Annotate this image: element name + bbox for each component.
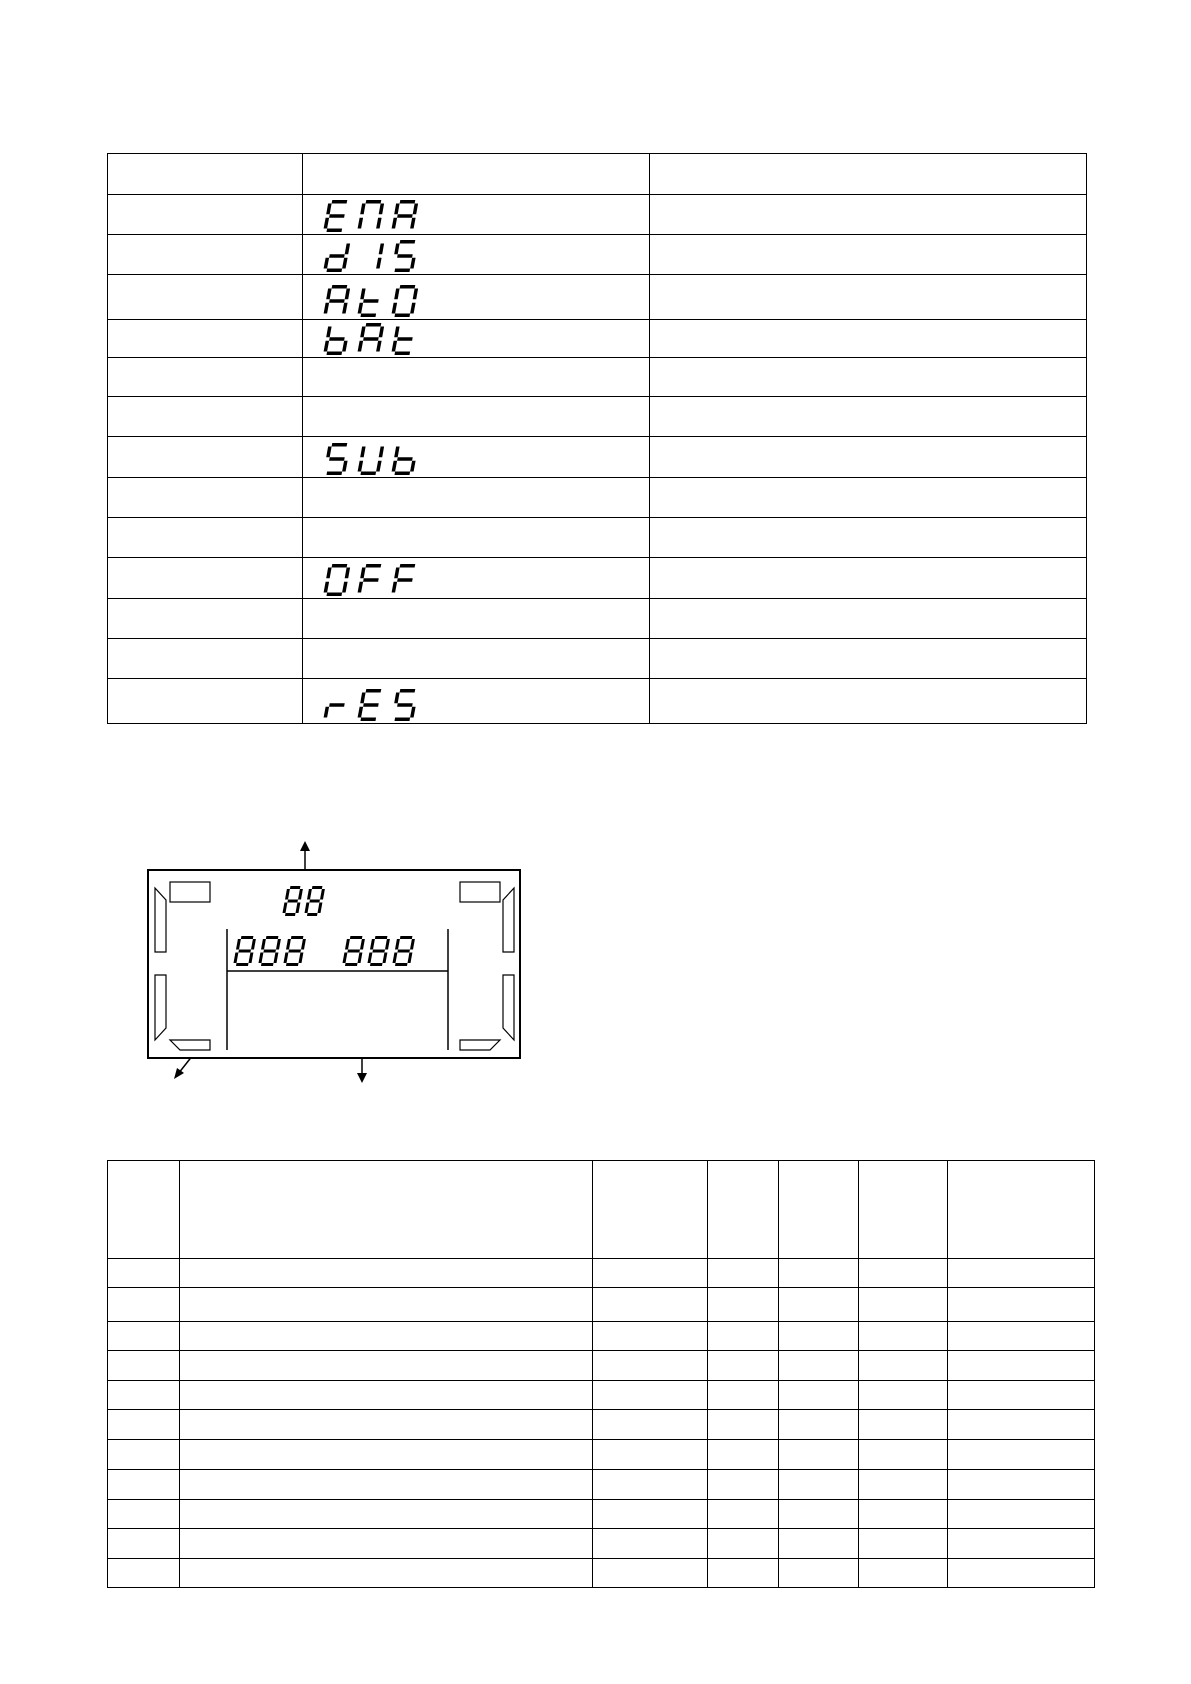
- table2-cell: [708, 1322, 779, 1351]
- table1-cell: [108, 518, 303, 558]
- table2-cell: [948, 1529, 1095, 1559]
- table1-cell: [303, 235, 650, 275]
- table1-cell: [303, 599, 650, 639]
- table1-cell: [108, 235, 303, 275]
- table1-cell: [303, 275, 650, 320]
- table1-cell: [108, 478, 303, 518]
- table1-cell: [650, 437, 1087, 478]
- table2-cell: [948, 1500, 1095, 1529]
- table2-cell: [859, 1410, 948, 1440]
- table2-cell: [708, 1440, 779, 1470]
- table2-row: [108, 1440, 1095, 1470]
- table2-cell: [593, 1440, 708, 1470]
- table2-cell: [593, 1259, 708, 1288]
- table2-cell: [593, 1410, 708, 1440]
- table1-cell: [650, 397, 1087, 437]
- parameter-table: [107, 1160, 1095, 1588]
- table1-cell: [303, 478, 650, 518]
- table2-row: [108, 1559, 1095, 1588]
- table2-cell: [859, 1440, 948, 1470]
- table1-cell: [650, 599, 1087, 639]
- table2-cell: [948, 1559, 1095, 1588]
- lcd-frame: [148, 870, 520, 1058]
- table2-cell: [708, 1259, 779, 1288]
- table2-cell: [180, 1288, 593, 1322]
- table1-cell: [108, 599, 303, 639]
- segment-code-ato: [323, 278, 433, 319]
- table2-cell: [708, 1381, 779, 1410]
- table1-cell: [108, 437, 303, 478]
- table2-cell: [779, 1259, 859, 1288]
- table2-cell: [779, 1500, 859, 1529]
- table1-row: [108, 320, 1087, 358]
- table2-cell: [108, 1351, 180, 1381]
- table2-cell: [948, 1410, 1095, 1440]
- table2-cell: [708, 1529, 779, 1559]
- table2-cell: [779, 1161, 859, 1259]
- table2-cell: [593, 1559, 708, 1588]
- table1-cell: [650, 358, 1087, 397]
- table1-row: [108, 437, 1087, 478]
- table2-cell: [593, 1381, 708, 1410]
- table1-cell: [303, 679, 650, 724]
- table1-cell: [108, 358, 303, 397]
- table1-cell: [108, 320, 303, 358]
- table1-cell: [303, 437, 650, 478]
- table2-cell: [859, 1500, 948, 1529]
- table2-cell: [180, 1161, 593, 1259]
- table1-row: [108, 358, 1087, 397]
- table1-cell: [650, 518, 1087, 558]
- table2-cell: [859, 1322, 948, 1351]
- table2-cell: [948, 1470, 1095, 1500]
- table1-row: [108, 679, 1087, 724]
- table2-cell: [708, 1470, 779, 1500]
- table2-row: [108, 1381, 1095, 1410]
- table2-cell: [708, 1410, 779, 1440]
- table2-cell: [108, 1440, 180, 1470]
- table2-cell: [108, 1259, 180, 1288]
- table2-cell: [108, 1559, 180, 1588]
- table2-cell: [859, 1161, 948, 1259]
- table2-cell: [180, 1322, 593, 1351]
- table2-cell: [180, 1500, 593, 1529]
- table1-cell: [108, 195, 303, 235]
- table2-row: [108, 1410, 1095, 1440]
- table2-row: [108, 1529, 1095, 1559]
- table2-cell: [779, 1529, 859, 1559]
- table1-cell: [303, 358, 650, 397]
- table1-cell: [108, 558, 303, 599]
- table2-cell: [108, 1322, 180, 1351]
- top-arrow-head: [300, 841, 310, 851]
- table1-cell: [650, 679, 1087, 724]
- table2-row: [108, 1351, 1095, 1381]
- table2-cell: [708, 1500, 779, 1529]
- table2-row: [108, 1288, 1095, 1322]
- table2-cell: [948, 1322, 1095, 1351]
- table2-cell: [180, 1559, 593, 1588]
- table1-cell: [108, 639, 303, 679]
- table1-cell: [303, 639, 650, 679]
- table2-cell: [108, 1410, 180, 1440]
- table1-cell: [303, 518, 650, 558]
- segment-code-bat: [323, 323, 433, 357]
- table2-row: [108, 1470, 1095, 1500]
- table1-row: [108, 639, 1087, 679]
- segment-code-dis: [323, 238, 433, 274]
- table2-cell: [108, 1529, 180, 1559]
- left-arrow-head: [174, 1068, 184, 1079]
- table1-cell: [650, 235, 1087, 275]
- segment-code-res: [323, 682, 433, 723]
- table2-cell: [779, 1351, 859, 1381]
- table2-cell: [779, 1440, 859, 1470]
- table1-row: [108, 195, 1087, 235]
- segment-code-ena: [323, 198, 433, 234]
- table2-cell: [948, 1381, 1095, 1410]
- table2-cell: [180, 1259, 593, 1288]
- table1-cell: [303, 558, 650, 599]
- table2-cell: [593, 1470, 708, 1500]
- table1-row: [108, 235, 1087, 275]
- table1-cell: [650, 195, 1087, 235]
- table2-cell: [859, 1559, 948, 1588]
- table1-row: [108, 478, 1087, 518]
- table2-cell: [948, 1259, 1095, 1288]
- table2-cell: [593, 1529, 708, 1559]
- table2-cell: [859, 1381, 948, 1410]
- table1-cell: [650, 639, 1087, 679]
- table2-cell: [180, 1470, 593, 1500]
- segment-code-off: [323, 561, 433, 598]
- lcd-display-diagram: [130, 840, 550, 1095]
- table2-cell: [593, 1351, 708, 1381]
- table1-cell: [303, 320, 650, 358]
- table1-row: [108, 518, 1087, 558]
- table2-cell: [859, 1529, 948, 1559]
- table1-cell: [650, 478, 1087, 518]
- table2-cell: [180, 1351, 593, 1381]
- table2-cell: [108, 1500, 180, 1529]
- table2-cell: [708, 1351, 779, 1381]
- table1-row: [108, 599, 1087, 639]
- table2-cell: [180, 1440, 593, 1470]
- table2-cell: [859, 1288, 948, 1322]
- table2-cell: [708, 1288, 779, 1322]
- table2-cell: [948, 1161, 1095, 1259]
- table2-cell: [593, 1322, 708, 1351]
- table2-cell: [108, 1470, 180, 1500]
- table1-row: [108, 275, 1087, 320]
- table1-cell: [650, 320, 1087, 358]
- table2-cell: [779, 1288, 859, 1322]
- table1-cell: [650, 275, 1087, 320]
- table1-row: [108, 558, 1087, 599]
- table2-row: [108, 1500, 1095, 1529]
- table2-cell: [859, 1259, 948, 1288]
- table1-cell: [303, 154, 650, 195]
- table2-row: [108, 1161, 1095, 1259]
- settings-code-table: [107, 153, 1087, 724]
- table2-cell: [180, 1381, 593, 1410]
- table2-cell: [708, 1161, 779, 1259]
- table2-cell: [593, 1288, 708, 1322]
- table1-cell: [108, 679, 303, 724]
- table1-cell: [303, 397, 650, 437]
- table2-cell: [779, 1470, 859, 1500]
- table1-cell: [303, 195, 650, 235]
- table2-row: [108, 1322, 1095, 1351]
- table1-cell: [650, 154, 1087, 195]
- table2-cell: [859, 1470, 948, 1500]
- table2-cell: [108, 1381, 180, 1410]
- table1-cell: [108, 154, 303, 195]
- segment-code-sub: [323, 440, 433, 477]
- table2-cell: [779, 1559, 859, 1588]
- segment-code-text: [303, 723, 304, 724]
- table2-cell: [180, 1529, 593, 1559]
- table1-cell: [650, 558, 1087, 599]
- table1-cell: [108, 397, 303, 437]
- table2-cell: [779, 1410, 859, 1440]
- table2-cell: [593, 1161, 708, 1259]
- table2-cell: [593, 1500, 708, 1529]
- table1-row: [108, 154, 1087, 195]
- right-arrow-head: [357, 1073, 367, 1083]
- table1-cell: [108, 275, 303, 320]
- table2-cell: [108, 1161, 180, 1259]
- table2-cell: [948, 1288, 1095, 1322]
- table2-cell: [708, 1559, 779, 1588]
- table2-cell: [948, 1351, 1095, 1381]
- table2-cell: [779, 1381, 859, 1410]
- table2-row: [108, 1259, 1095, 1288]
- table2-cell: [108, 1288, 180, 1322]
- table2-cell: [948, 1440, 1095, 1470]
- table1-row: [108, 397, 1087, 437]
- table2-cell: [859, 1351, 948, 1381]
- table2-cell: [779, 1322, 859, 1351]
- table2-cell: [180, 1410, 593, 1440]
